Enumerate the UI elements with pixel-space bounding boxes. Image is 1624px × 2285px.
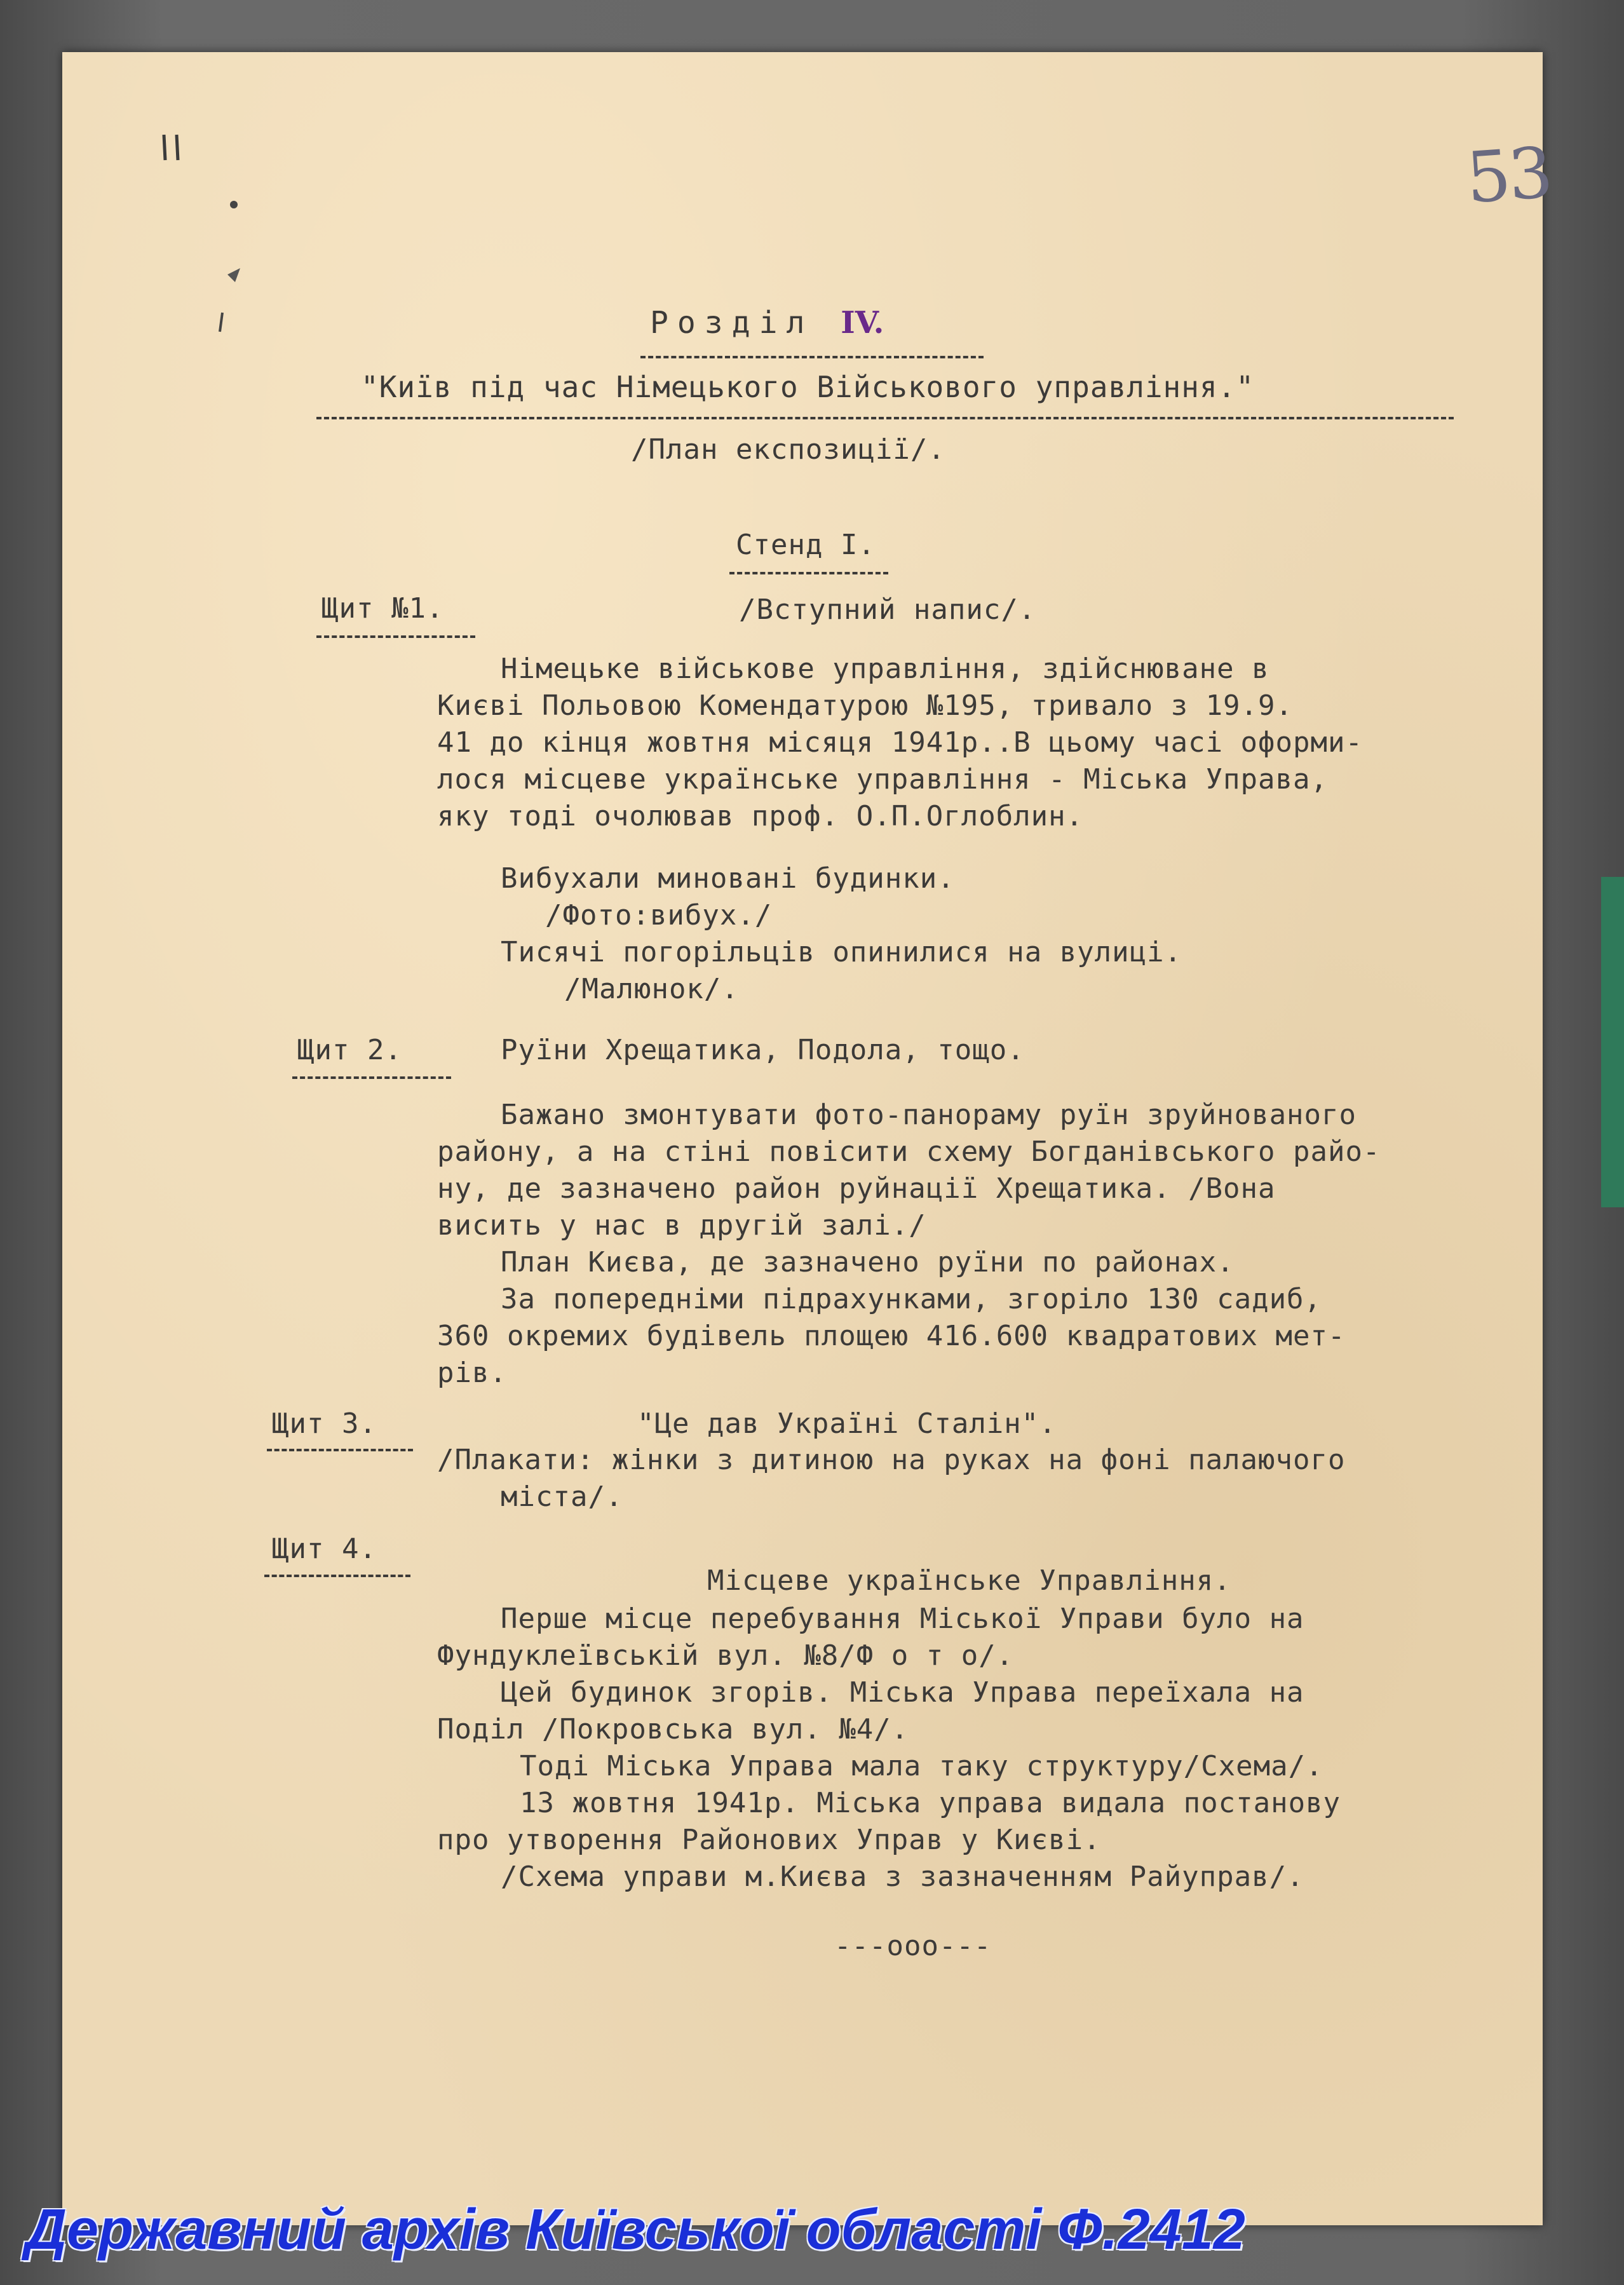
- shield-label-underline: [292, 1076, 451, 1079]
- stand-underline: [729, 572, 888, 574]
- shield-label-underline: [264, 1575, 410, 1577]
- text-line: Перше місце перебування Міської Управи було на: [501, 1603, 1304, 1635]
- shield-label: Щит №1.: [321, 592, 444, 625]
- shield-label: Щит 2.: [297, 1034, 402, 1066]
- text-line: 360 окремих будівель площею 416.600 квадратових мет-: [437, 1320, 1346, 1352]
- text-line: Бажано змонтувати фото-панораму руїн зруйнованого: [501, 1099, 1357, 1131]
- text-line: 13 жовтня 1941р. Міська управа видала постанову: [520, 1787, 1341, 1819]
- text-line: яку тоді очолював проф. О.П.Оглоблин.: [437, 800, 1084, 832]
- shield-heading: /Вступний напис/.: [739, 593, 1036, 626]
- text-line: рів.: [437, 1357, 507, 1389]
- section-title: [650, 305, 884, 341]
- shield-label-underline: [316, 635, 475, 638]
- text-line: План Києва, де зазначено руїни по районах.: [501, 1246, 1235, 1278]
- archive-watermark: Державний архів Київської області Ф.2412: [25, 2198, 1245, 2261]
- text-line: лося місцеве українське управління - Міська Управа,: [437, 763, 1329, 796]
- text-line: району, а на стіні повісити схему Богданівського райо-: [437, 1136, 1381, 1168]
- shield-label: Щит 3.: [272, 1407, 377, 1440]
- text-line: висить у нас в другій залі./: [437, 1209, 926, 1242]
- shield-heading: Руїни Хрещатика, Подола, тощо.: [501, 1034, 1025, 1066]
- title-underline: [640, 356, 984, 358]
- text-line: Цей будинок згорів. Міська Управа переїхала на: [501, 1676, 1304, 1709]
- shield-label-underline: [267, 1449, 413, 1451]
- text-line: ну, де зазначено район руйнації Хрещатика. /Вона: [437, 1172, 1276, 1205]
- text-line: /Схема управи м.Києва з зазначенням Райуправ/.: [501, 1861, 1304, 1893]
- shield-label: Щит 4.: [272, 1533, 377, 1565]
- text-line: Тисячі погорільців опинилися на вулиці.: [501, 936, 1182, 968]
- binding-marks: [151, 116, 266, 344]
- shield-heading: "Це дав Україні Сталін".: [637, 1407, 1057, 1440]
- text-line: /Фото:вибух./: [545, 899, 773, 932]
- text-line: міста/.: [501, 1481, 623, 1513]
- text-line: Німецьке військове управління, здійснюване в: [501, 653, 1269, 685]
- text-line: Тоді Міська Управа мала таку структуру/Схема/.: [520, 1750, 1323, 1782]
- shield-heading: Місцеве українське Управління.: [707, 1564, 1231, 1597]
- document-page: [62, 52, 1553, 2225]
- text-line: /Плакати: жінки з дитиною на руках на фоні палаючого: [437, 1444, 1346, 1476]
- text-line: 41 до кінця жовтня місяця 1941р..В цьому часі оформи-: [437, 726, 1363, 759]
- section-subtitle: "Київ під час Німецького Військового управління.": [361, 370, 1255, 404]
- scan-edge-strip: [1601, 877, 1624, 1207]
- subtitle-underline: [316, 417, 1454, 419]
- exposition-plan-label: /План експозиції/.: [631, 433, 945, 466]
- archive-page-number: 53: [1463, 132, 1553, 219]
- text-line: Вибухали миновані будинки.: [501, 862, 955, 895]
- text-line: За попередніми підрахунками, згоріло 130 садиб,: [501, 1283, 1322, 1315]
- text-line: /Малюнок/.: [564, 973, 739, 1005]
- text-line: Поділ /Покровська вул. №4/.: [437, 1713, 909, 1746]
- section-title-prefix: Розділ: [650, 305, 814, 341]
- section-title-numeral: IV.: [841, 305, 884, 341]
- text-line: Києві Польовою Комендатурою №195, тривало з 19.9.: [437, 689, 1294, 722]
- end-mark: ---ооо---: [834, 1930, 992, 1962]
- stand-title: Стенд I.: [736, 529, 876, 561]
- text-line: про утворення Районових Управ у Києві.: [437, 1824, 1101, 1856]
- text-line: Фундуклеївській вул. №8/Ф о т о/.: [437, 1639, 1014, 1672]
